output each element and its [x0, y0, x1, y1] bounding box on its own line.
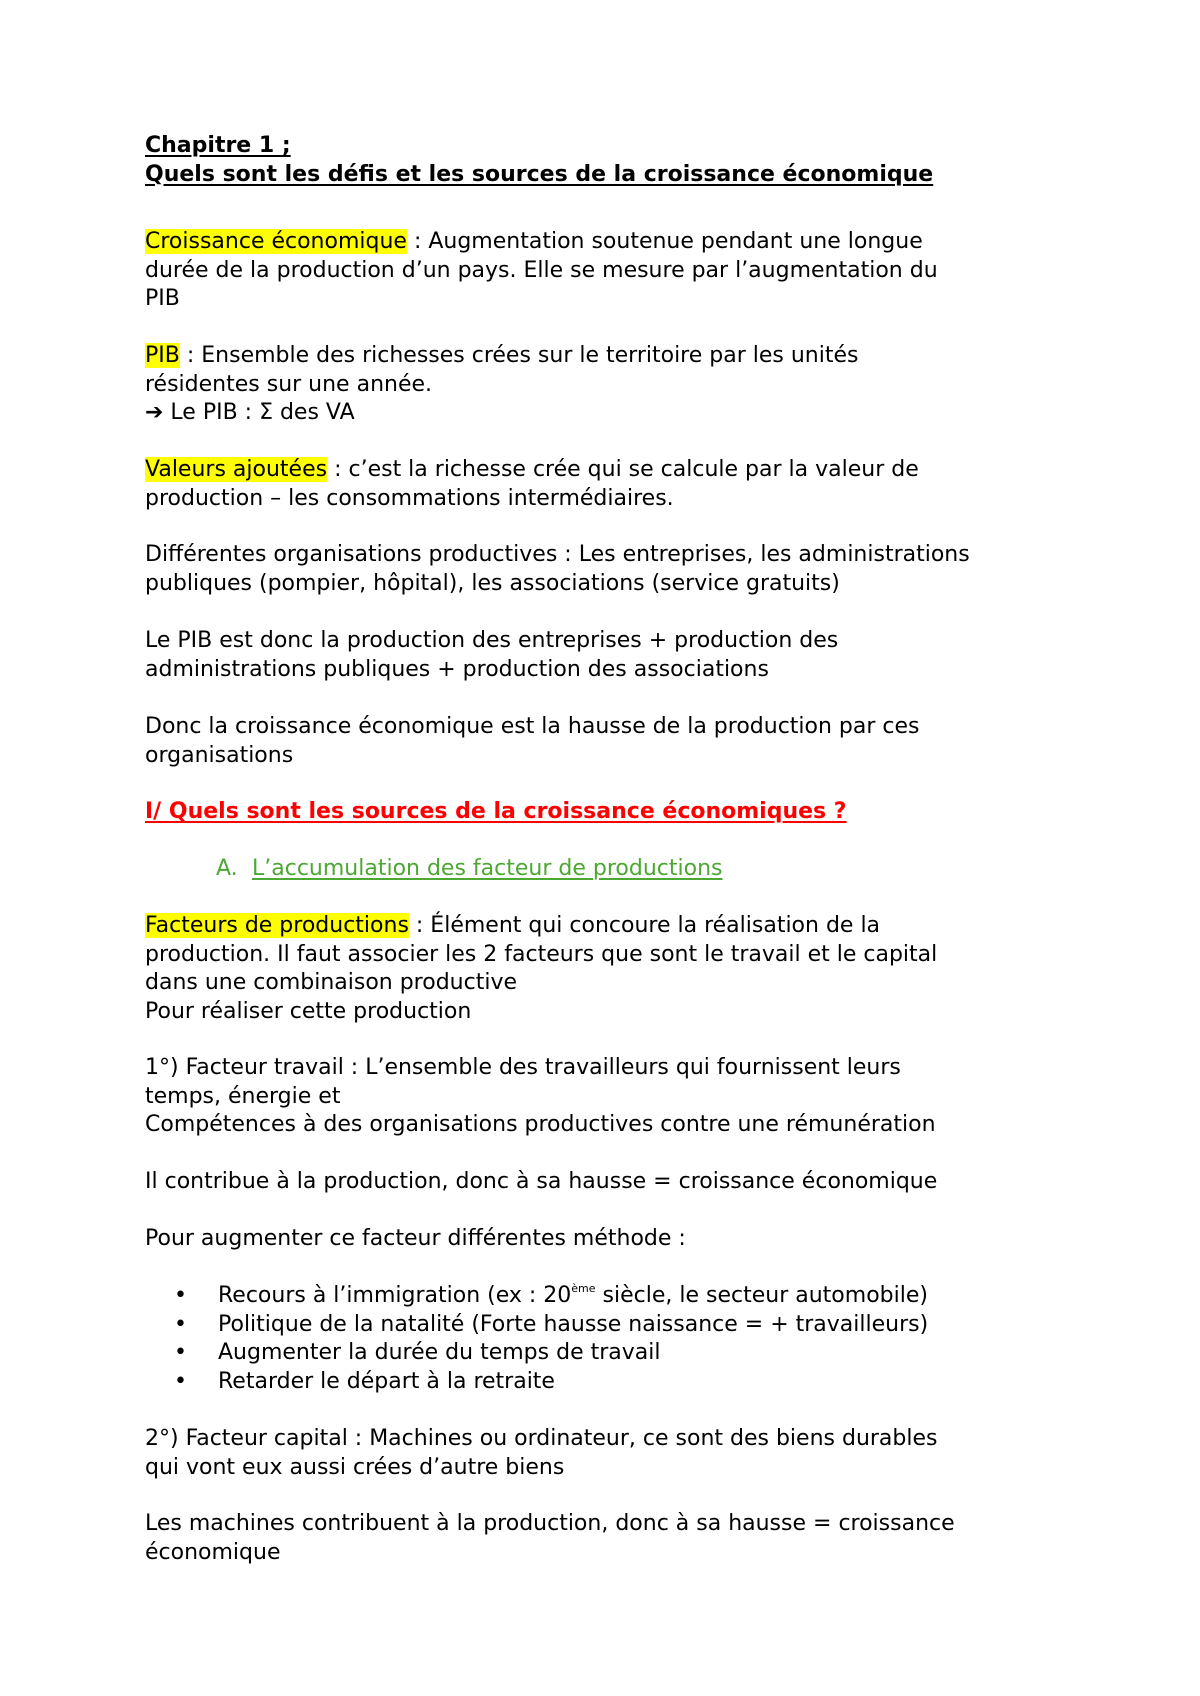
paragraph-line: Les machines contribuent à la production, donc à sa hausse = croissance: [145, 1511, 955, 1536]
paragraph-line: temps, énergie et: [145, 1083, 341, 1109]
paragraph-line: 1°) Facteur travail : L’ensemble des travailleurs qui fournissent leurs: [145, 1055, 901, 1080]
definition-facteurs: [145, 912, 1085, 1026]
definition-text: Pour réaliser cette production: [145, 998, 472, 1024]
arrow-right-icon: ➔: [145, 400, 164, 425]
term-va: Valeurs ajoutées: [145, 457, 328, 482]
bullet-icon: •: [174, 1311, 187, 1337]
definition-va: [145, 456, 1085, 513]
subsection-title: L’accumulation des facteur de productions: [252, 856, 723, 881]
paragraph-line: publiques (pompier, hôpital), les associations (service gratuits): [145, 570, 840, 596]
paragraph-croissance-donc: [145, 713, 1085, 770]
section-heading: [145, 798, 1085, 827]
list-item: • Retarder le départ à la retraite: [174, 1368, 1074, 1397]
paragraph-augmenter: [145, 1225, 1085, 1254]
paragraph-travail: [145, 1054, 1085, 1140]
paragraph-line: Différentes organisations productives : Les entreprises, les administrations: [145, 542, 970, 567]
list-item: • Augmenter la durée du temps de travail: [174, 1339, 1074, 1368]
list-item: • Politique de la natalité (Forte hausse naissance = + travailleurs): [174, 1311, 1074, 1340]
paragraph-machines: [145, 1510, 1085, 1567]
paragraph-line: Compétences à des organisations productives contre une rémunération: [145, 1112, 936, 1137]
bullet-list: [174, 1282, 1074, 1396]
paragraph-line: économique: [145, 1539, 281, 1565]
chapter-subtitle: Quels sont les défis et les sources de la croissance économique: [145, 161, 934, 187]
paragraph-capital: [145, 1425, 1085, 1482]
term-croissance: Croissance économique: [145, 229, 407, 254]
subsection-heading: [216, 855, 1156, 884]
definition-text: production – les consommations intermédiaires.: [145, 485, 674, 511]
definition-pib: [145, 342, 1085, 428]
paragraph-line: administrations publiques + production des associations: [145, 656, 769, 682]
chapter-heading: [145, 132, 1085, 189]
paragraph-line: 2°) Facteur capital : Machines ou ordinateur, ce sont des biens durables: [145, 1426, 938, 1451]
definition-text: durée de la production d’un pays. Elle se mesure par l’augmentation du: [145, 257, 938, 283]
definition-text: : Ensemble des richesses crées sur le territoire par les unités: [179, 343, 859, 368]
definition-text: dans une combinaison productive: [145, 970, 518, 995]
definition-text: : Augmentation soutenue pendant une longue: [406, 229, 923, 254]
paragraph-line: Pour augmenter ce facteur différentes méthode :: [145, 1226, 686, 1251]
bullet-icon: •: [174, 1340, 187, 1365]
section-title: I/ Quels sont les sources de la croissance économiques ?: [145, 799, 847, 824]
term-pib: PIB: [145, 343, 180, 368]
paragraph-contribue: [145, 1168, 1085, 1197]
definition-text: résidentes sur une année.: [145, 371, 433, 397]
definition-text: production. Il faut associer les 2 facteurs que sont le travail et le capital: [145, 941, 938, 967]
definition-text: : c’est la richesse crée qui se calcule par la valeur de: [327, 457, 919, 482]
term-facteurs: Facteurs de productions: [145, 913, 409, 938]
subsection-letter: A.: [216, 856, 238, 881]
paragraph-line: Donc la croissance économique est la hausse de la production par ces: [145, 714, 920, 739]
definition-text: : Élément qui concoure la réalisation de la: [408, 913, 881, 938]
paragraph-line: qui vont eux aussi crées d’autre biens: [145, 1454, 565, 1480]
bullet-icon: •: [174, 1283, 187, 1308]
paragraph-organisations: [145, 541, 1085, 598]
bullet-icon: •: [174, 1368, 187, 1394]
definition-text: PIB: [145, 286, 180, 311]
definition-croissance: [145, 228, 1085, 314]
paragraph-line: Le PIB est donc la production des entreprises + production des: [145, 628, 839, 653]
list-item: • Recours à l’immigration (ex : 20ème siècle, le secteur automobile): [174, 1282, 1074, 1311]
paragraph-line: Il contribue à la production, donc à sa hausse = croissance économique: [145, 1169, 938, 1194]
paragraph-line: organisations: [145, 742, 294, 768]
paragraph-pib-donc: [145, 627, 1085, 684]
chapter-title: Chapitre 1 ;: [145, 133, 291, 158]
definition-text: Le PIB : Σ des VA: [163, 400, 355, 425]
